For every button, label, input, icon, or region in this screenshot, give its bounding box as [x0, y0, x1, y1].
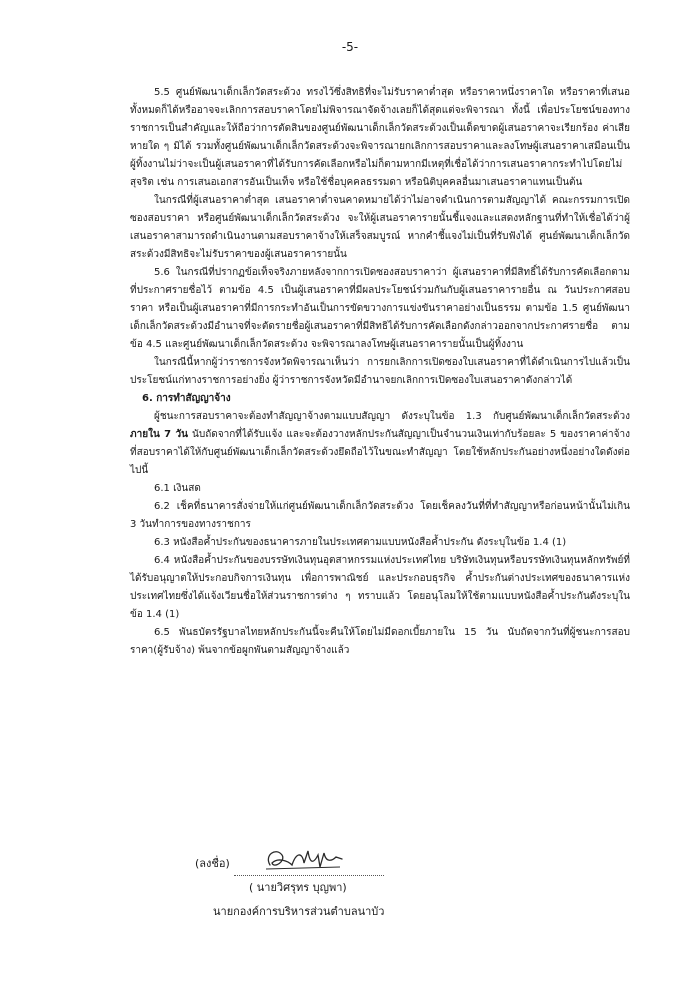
signer-name: ( นายวิศรุทร บุญพา) [249, 881, 347, 894]
guarantee-item: 6.1 เงินสด [154, 483, 201, 494]
section-6-intro-text-end: นับถัดจากที่ได้รับแจ้ง และจะต้องวางหลักประกันสัญญาเป็นจำนวนเงินเท่ากับร้อยละ 5 ของราคาค่าจ้างที่สอบราคาได้ให้กับศูนย์พัฒนาเด็กเล็กวัดสระด้วงยึดถือไว้ในขณะทำสัญญา โดยใช้หลักประกันอย่างหนึ่งอย่างใดดังต่อไปนี้ [130, 429, 630, 476]
sign-label: (ลงชื่อ) [195, 857, 230, 870]
guarantee-item: 6.5 พันธบัตรรัฐบาลไทยหลักประกันนี้จะคืนให้โดยไม่มีดอกเบี้ยภายใน 15 วัน นับถัดจากวันที่ผู้ชนะการสอบราคา(ผู้รับจ้าง) พ้นจากข้อผูกพันตามสัญญาจ้างแล้ว [130, 627, 630, 656]
guarantee-item: 6.2 เช็คที่ธนาคารสั่งจ่ายให้แก่ศูนย์พัฒนาเด็กเล็กวัดสระด้วง โดยเช็คลงวันที่ที่ทำสัญญาหรือก่อนหน้านั้นไม่เกิน 3 วันทำการของทางราชการ [130, 501, 630, 530]
section-6-deadline: ภายใน 7 วัน [130, 429, 188, 440]
guarantee-item: 6.3 หนังสือค้ำประกันของธนาคารภายในประเทศตามแบบหนังสือค้ำประกัน ดังระบุในข้อ 1.4 (1) [154, 537, 567, 548]
paragraph-5-5: 5.5 ศูนย์พัฒนาเด็กเล็กวัดสระด้วง ทรงไว้ซึ่งสิทธิที่จะไม่รับราคาต่ำสุด หรือราคาหนึ่งราคาใด หรือราคาที่เสนอทั้งหมดก็ได้หรืออาจจะเลิกการสอบราคาโดยไม่พิจารณาจัดจ้างเลยก็ได้สุดแต่จะพิจารณา ทั้งนี้ เพื่อประโยชน์ของทางราชการเป็นสำคัญและให้ถือว่าการตัดสินของศูนย์พัฒนาเด็กเล็กวัดสระด้วงเป็นเด็ดขาดผู้เสนอราคาจะเรียกร้อง ค่าเสียหายใด ๆ มิได้ รวมทั้งศูนย์พัฒนาเด็กเล็กวัดสระด้วงจะพิจารณายกเลิกการสอบราคาและลงโทษผู้เสนอราคาเสมือนเป็นผู้ทิ้งงานไม่ว่าจะเป็นผู้เสนอราคาที่ได้รับการคัดเลือกหรือไม่ก็ตามหากมีเหตุที่เชื่อได้ว่าการเสนอราคากระทำไปโดยไม่สุจริต เช่น การเสนอเอกสารอันเป็นเท็จ หรือใช้ชื่อบุคคลธรรมดา หรือนิติบุคคลอื่นมาเสนอราคาแทนเป็นต้น [130, 87, 630, 188]
signature-line [234, 857, 384, 876]
paragraph-5-5-continued: ในกรณีที่ผู้เสนอราคาต่ำสุด เสนอราคาต่ำจนคาดหมายได้ว่าไม่อาจดำเนินการตามสัญญาได้ คณะกรรมการเปิดซองสอบราคา หรือศูนย์พัฒนาเด็กเล็กวัดสระด้วง จะให้ผู้เสนอราคารายนั้นชี้แจงและแสดงหลักฐานที่ทำให้เชื่อได้ว่าผู้เสนอราคาสามารถดำเนินงานตามสอบราคาจ้างให้เสร็จสมบูรณ์ หากคำชี้แจงไม่เป็นที่รับฟังได้ ศูนย์พัฒนาเด็กเล็กวัดสระด้วงมีสิทธิจะไม่รับราคาของผู้เสนอราคารายนั้น [130, 195, 630, 260]
section-6-intro [130, 408, 630, 480]
document-body [130, 84, 630, 660]
signer-position: นายกองค์การบริหารส่วนตำบลนาบัว [213, 905, 385, 918]
paragraph-5-6: 5.6 ในกรณีที่ปรากฏข้อเท็จจริงภายหลังจากการเปิดซองสอบราคาว่า ผู้เสนอราคาที่มีสิทธิ์ได้รับการคัดเลือกตามที่ประกาศรายชื่อไว้ ตามข้อ 4.5 เป็นผู้เสนอราคาที่มีผลประโยชน์ร่วมกันกับผู้เสนอราคารายอื่น ณ วันประกาศสอบราคา หรือเป็นผู้เสนอราคาที่มีการกระทำอันเป็นการขัดขวางการแข่งขันราคาอย่างเป็นธรรม ตามข้อ 1.5 ศูนย์พัฒนาเด็กเล็กวัดสระด้วงมีอำนาจที่จะตัดรายชื่อผู้เสนอราคาที่มีสิทธิได้รับการคัดเลือกดังกล่าวออกจากประกาศรายชื่อ ตามข้อ 4.5 และศูนย์พัฒนาเด็กเล็กวัดสระด้วง จะพิจารณาลงโทษผู้เสนอราคารายนั้นเป็นผู้ทิ้งงาน [130, 267, 630, 350]
paragraph-5-6-continued: ในกรณีนี้หากผู้ว่าราชการจังหวัดพิจารณาเห็นว่า การยกเลิกการเปิดซองใบเสนอราคาที่ได้ดำเนินการไปแล้วเป็นประโยชน์แก่ทางราชการอย่างยิ่ง ผู้ว่าราชการจังหวัดมีอำนาจยกเลิกการเปิดซองใบเสนอราคาดังกล่าวได้ [130, 357, 630, 386]
page-number: -5- [341, 40, 359, 54]
guarantee-item: 6.4 หนังสือค้ำประกันของบรรษัทเงินทุนอุตสาหกรรมแห่งประเทศไทย บริษัทเงินทุนหรือบรรษัทเงินทุนหลักทรัพย์ที่ได้รับอนุญาตให้ประกอบกิจการเงินทุน เพื่อการพาณิชย์ และประกอบธุรกิจ ค้ำประกันต่างประเทศของธนาคารแห่งประเทศไทยซึ่งได้แจ้งเวียนชื่อให้ส่วนราชการต่าง ๆ ทราบแล้ว โดยอนุโลมให้ใช้ตามแบบหนังสือค้ำประกันดังระบุในข้อ 1.4 (1) [130, 555, 630, 620]
section-6-heading: 6. การทำสัญญาจ้าง [142, 393, 231, 404]
handwritten-signature [262, 843, 352, 877]
signature-block [195, 852, 455, 924]
section-6-intro-text: ผู้ชนะการสอบราคาจะต้องทำสัญญาจ้างตามแบบสัญญา ดังระบุในข้อ 1.3 กับศูนย์พัฒนาเด็กเล็กวัดสระด้วง [154, 411, 630, 422]
